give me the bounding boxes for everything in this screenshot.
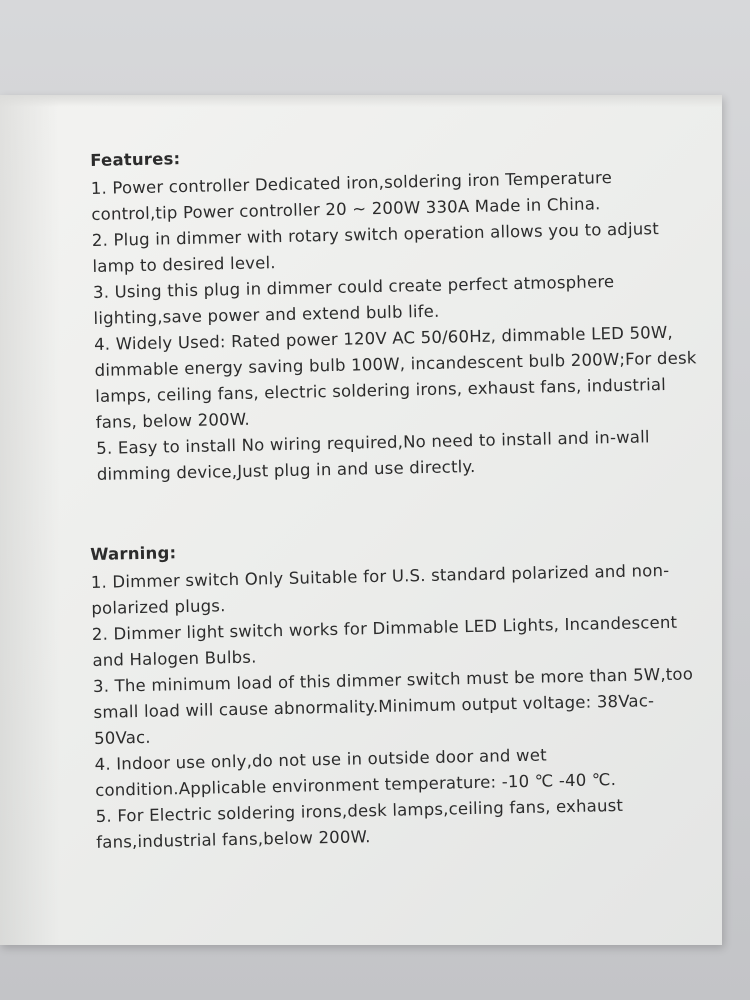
features-item-5: 5. Easy to install No wiring required,No need to install and in-wall dimming device,Just plug in and use directly. <box>96 427 650 484</box>
features-item-3: 3. Using this plug in dimmer could create perfect atmosphere lighting,save power and extend bulb life. <box>92 272 615 328</box>
features-item-2: 2. Plug in dimmer with rotary switch operation allows you to adjust lamp to desired level. <box>91 219 660 276</box>
warning-item-1: 1. Dimmer switch Only Suitable for U.S. standard polarized and non-polarized plugs. <box>90 560 670 618</box>
warning-item-5: 5. For Electric soldering irons,desk lamps,ceiling fans, exhaust fans,industrial fans,below 200W. <box>95 795 624 852</box>
warning-item-4: 4. Indoor use only,do not use in outside door and wet condition.Applicable environment temperature: -10 ℃ -40 ℃. <box>94 745 617 800</box>
features-section <box>90 135 707 488</box>
features-item-1: 1. Power controller Dedicated iron,soldering iron Temperature control,tip Power controller 20 ~ 200W 330A Made in China. <box>90 168 613 224</box>
features-heading: Features: <box>90 149 181 170</box>
warning-section <box>90 529 706 856</box>
paper-fold <box>0 95 722 107</box>
warning-heading: Warning: <box>90 543 177 564</box>
features-item-4: 4. Widely Used: Rated power 120V AC 50/60Hz, dimmable LED 50W, dimmable energy saving bulb 100W, incandescent bulb 200W;For desk lamps, ceiling fans, electric soldering irons, exhaust fans, industrial fans, below 200W. <box>93 322 697 432</box>
features-list <box>91 163 707 488</box>
warning-item-2: 2. Dimmer light switch works for Dimmable LED Lights, Incandescent and Halogen Bulbs. <box>91 612 678 670</box>
paper-shadow <box>0 95 60 945</box>
warning-item-3: 3. The minimum load of this dimmer switch must be more than 5W,too small load will cause abnormality.Minimum output voltage: 38Vac-50Vac. <box>92 664 694 748</box>
warning-list <box>91 557 707 856</box>
